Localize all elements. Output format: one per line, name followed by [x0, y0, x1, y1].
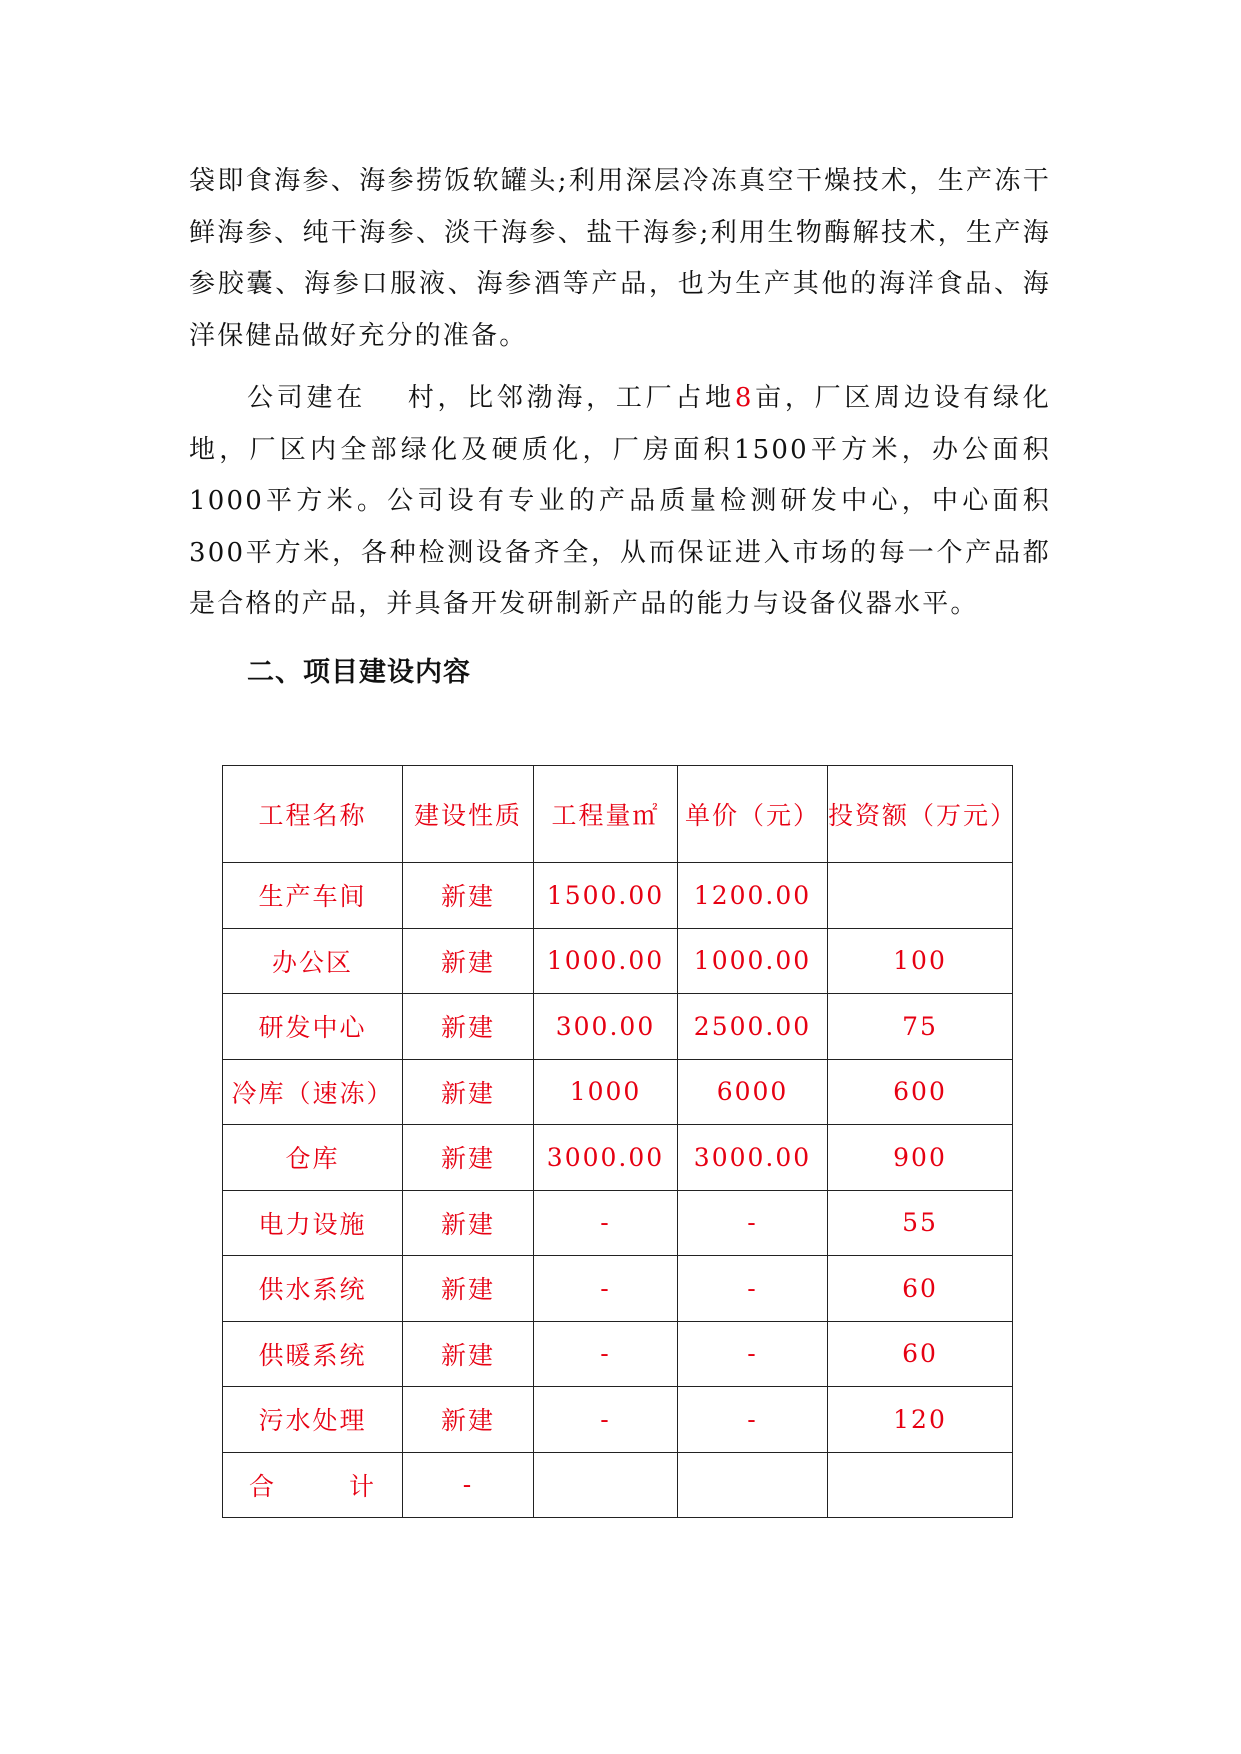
cell-quantity: 1500.00: [534, 863, 678, 929]
table-row: [223, 928, 1013, 994]
cell-investment: [828, 863, 1013, 929]
cell-name: 办公区: [223, 928, 403, 994]
table-row: [223, 863, 1013, 929]
cell-type: 新建: [403, 994, 534, 1060]
cell-name: 冷库（速冻）: [223, 1059, 403, 1125]
header-quantity: 工程量㎡: [534, 766, 678, 863]
cell-investment: 60: [828, 1256, 1013, 1322]
total-row: [223, 1452, 1013, 1518]
intro-paragraph: 袋即食海参、海参捞饭软罐头;利用深层冷冻真空干燥技术，生产冻干鲜海参、纯干海参、淡干海参、盐干海参;利用生物酶解技术，生产海参胶囊、海参口服液、海参酒等产品，也为生产其他的海洋食品、海洋保健品做好充分的准备。: [189, 166, 1051, 351]
cell-investment: 100: [828, 928, 1013, 994]
table-row: [223, 1125, 1013, 1191]
cell-unit-price: [678, 1452, 828, 1518]
cell-investment: 75: [828, 994, 1013, 1060]
table-row: [223, 1321, 1013, 1387]
cell-unit-price: -: [678, 1190, 828, 1256]
cell-quantity: 300.00: [534, 994, 678, 1060]
cell-name: 仓库: [223, 1125, 403, 1191]
cell-quantity: 1000.00: [534, 928, 678, 994]
company-text-end: 亩，厂区周边设有绿化地，厂区内全部绿化及硬质化，厂房面积1500平方米，办公面积1000平方米。公司设有专业的产品质量检测研发中心，中心面积300平方米，各种检测设备齐全，从而保证进入市场的每一个产品都是合格的产品，并具备开发研制新产品的能力与设备仪器水平。: [189, 383, 1051, 619]
cell-name: 生产车间: [223, 863, 403, 929]
table-row: [223, 1387, 1013, 1453]
cell-name: 电力设施: [223, 1190, 403, 1256]
cell-type: 新建: [403, 928, 534, 994]
table-header-row: [223, 766, 1013, 863]
table-row: [223, 1256, 1013, 1322]
cell-name: 污水处理: [223, 1387, 403, 1453]
investment-table: [222, 765, 1018, 1518]
company-paragraph: [189, 373, 1051, 631]
cell-investment: 55: [828, 1190, 1013, 1256]
cell-unit-price: 1000.00: [678, 928, 828, 994]
cell-name: 研发中心: [223, 994, 403, 1060]
cell-name: 供暖系统: [223, 1321, 403, 1387]
cell-name: 供水系统: [223, 1256, 403, 1322]
header-name: 工程名称: [223, 766, 403, 863]
cell-unit-price: -: [678, 1387, 828, 1453]
cell-quantity: -: [534, 1387, 678, 1453]
cell-type: 新建: [403, 1387, 534, 1453]
cell-quantity: -: [534, 1321, 678, 1387]
header-investment: 投资额（万元）: [828, 766, 1013, 863]
cell-type: 新建: [403, 1190, 534, 1256]
cell-type: 新建: [403, 1256, 534, 1322]
cell-quantity: [534, 1452, 678, 1518]
cell-unit-price: 3000.00: [678, 1125, 828, 1191]
cell-investment: [828, 1452, 1013, 1518]
table-row: [223, 994, 1013, 1060]
cell-quantity: -: [534, 1256, 678, 1322]
cell-investment: 120: [828, 1387, 1013, 1453]
cell-unit-price: 2500.00: [678, 994, 828, 1060]
cell-investment: 60: [828, 1321, 1013, 1387]
cell-type: -: [403, 1452, 534, 1518]
cell-quantity: 3000.00: [534, 1125, 678, 1191]
cell-investment: 600: [828, 1059, 1013, 1125]
cell-unit-price: -: [678, 1256, 828, 1322]
header-unit-price: 单价（元）: [678, 766, 828, 863]
section-heading: 二、项目建设内容: [247, 657, 471, 688]
table-row: [223, 1059, 1013, 1125]
company-text-start: 公司建在 村，比邻渤海，工厂占地: [247, 383, 735, 413]
cell-type: 新建: [403, 1125, 534, 1191]
cell-unit-price: 1200.00: [678, 863, 828, 929]
header-type: 建设性质: [403, 766, 534, 863]
cell-investment: 900: [828, 1125, 1013, 1191]
land-area-value: 8: [734, 383, 754, 413]
cell-quantity: -: [534, 1190, 678, 1256]
cell-type: 新建: [403, 1321, 534, 1387]
total-label: 合计: [223, 1452, 403, 1518]
table-row: [223, 1190, 1013, 1256]
cell-unit-price: -: [678, 1321, 828, 1387]
cell-unit-price: 6000: [678, 1059, 828, 1125]
cell-type: 新建: [403, 863, 534, 929]
cell-type: 新建: [403, 1059, 534, 1125]
cell-quantity: 1000: [534, 1059, 678, 1125]
